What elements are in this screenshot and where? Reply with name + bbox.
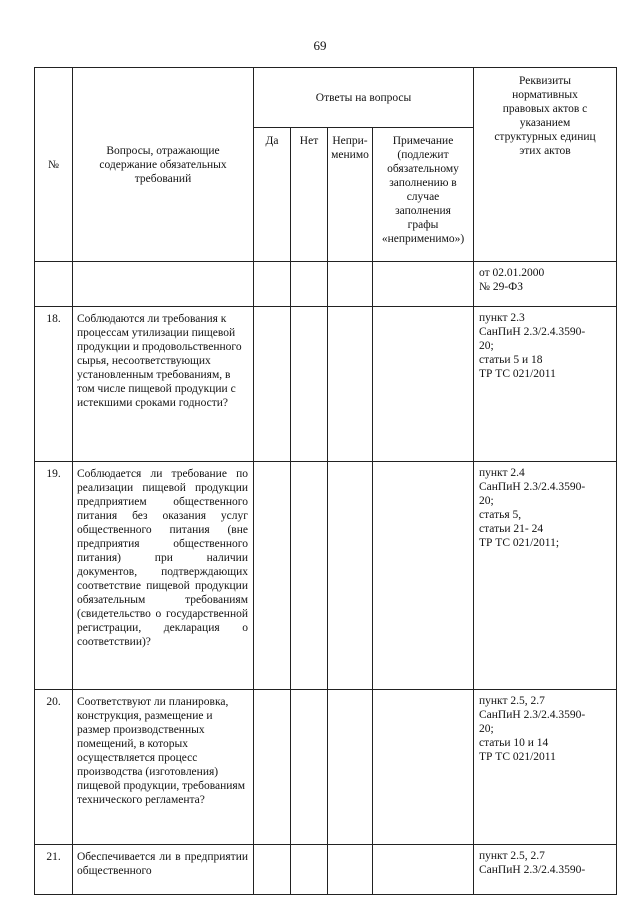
header-row xyxy=(35,68,617,128)
cell-empty xyxy=(73,262,254,307)
row-number: 18. xyxy=(35,307,73,462)
answer-no-cell[interactable] xyxy=(291,845,328,895)
header-requisites-label: Реквизиты нормативных правовых актов с указанием структурных единиц этих актов xyxy=(494,75,596,157)
requisites-text: пункт 2.5, 2.7 СанПиН 2.3/2.4.3590- xyxy=(479,850,586,876)
header-requisites xyxy=(474,68,617,262)
requisites-cell xyxy=(474,845,617,895)
header-yes-label: Да xyxy=(265,135,279,147)
note-cell[interactable] xyxy=(373,690,474,845)
requisites-cell xyxy=(474,262,617,307)
header-no xyxy=(291,128,328,262)
answer-yes-cell[interactable] xyxy=(254,690,291,845)
table-row xyxy=(35,307,617,462)
cell-empty xyxy=(35,262,73,307)
note-cell[interactable] xyxy=(373,307,474,462)
answer-yes-cell[interactable] xyxy=(254,845,291,895)
table-row xyxy=(35,845,617,895)
header-questions-label: Вопросы, отражающие содержание обязательных требований xyxy=(99,144,227,185)
header-note xyxy=(373,128,474,262)
row-number: 20. xyxy=(35,690,73,845)
requisites-cell xyxy=(474,462,617,690)
header-no-label: Нет xyxy=(299,135,319,147)
question-text: Обеспечивается ли в предприятии общественного xyxy=(73,845,254,895)
requisites-text: пункт 2.4 СанПиН 2.3/2.4.3590- 20; статья 5, статьи 21- 24 ТР ТС 021/2011; xyxy=(479,467,586,549)
requisites-cell xyxy=(474,690,617,845)
question-text: Соблюдаются ли требования к процессам утилизации пищевой продукции и продовольственного сырья, несоответствующих установленным требованиям, в том числе пищевой продукции с истекшими сроками годности? xyxy=(73,307,254,462)
requisites-text: пункт 2.3 СанПиН 2.3/2.4.3590- 20; статьи 5 и 18 ТР ТС 021/2011 xyxy=(479,312,586,380)
requisites-text: от 02.01.2000 № 29-ФЗ xyxy=(479,267,545,293)
answer-no-cell[interactable] xyxy=(291,690,328,845)
note-cell[interactable] xyxy=(373,462,474,690)
header-answers xyxy=(254,68,474,128)
answer-na-cell[interactable] xyxy=(328,690,373,845)
answer-na-cell[interactable] xyxy=(328,307,373,462)
header-yes xyxy=(254,128,291,262)
row-number: 19. xyxy=(35,462,73,690)
table-row xyxy=(35,462,617,690)
answer-yes-cell[interactable] xyxy=(254,262,291,307)
row-number: 21. xyxy=(35,845,73,895)
answer-na-cell[interactable] xyxy=(328,462,373,690)
continuation-row xyxy=(35,262,617,307)
answer-no-cell[interactable] xyxy=(291,307,328,462)
answer-yes-cell[interactable] xyxy=(254,462,291,690)
header-num xyxy=(35,68,73,262)
answer-no-cell[interactable] xyxy=(291,462,328,690)
requirements-checklist-table xyxy=(34,67,617,895)
note-cell[interactable] xyxy=(373,262,474,307)
requisites-cell xyxy=(474,307,617,462)
header-not-applicable-label: Непри- менимо xyxy=(331,135,369,161)
requisites-text: пункт 2.5, 2.7 СанПиН 2.3/2.4.3590- 20; статьи 10 и 14 ТР ТС 021/2011 xyxy=(479,695,586,763)
page-number: 69 xyxy=(313,38,327,53)
question-text: Соответствуют ли планировка, конструкция, размещение и размер производственных помещений, в которых осуществляется процесс производства (изготовления) пищевой продукции, требованиям технического регламента? xyxy=(73,690,254,845)
answer-no-cell[interactable] xyxy=(291,262,328,307)
header-questions xyxy=(73,68,254,262)
answer-yes-cell[interactable] xyxy=(254,307,291,462)
header-not-applicable xyxy=(328,128,373,262)
answer-na-cell[interactable] xyxy=(328,845,373,895)
answer-na-cell[interactable] xyxy=(328,262,373,307)
header-num-label: № xyxy=(48,158,59,171)
note-cell[interactable] xyxy=(373,845,474,895)
header-note-label: Примечание (подлежит обязательному заполнению в случае заполнения графы «неприменимо») xyxy=(381,135,465,245)
table-row xyxy=(35,690,617,845)
question-text: Соблюдается ли требование по реализации пищевой продукции предприятием общественного питания без оказания услуг общественного питания (вне предприятия общественного питания) при наличии документов, подтверждающих соответствие пищевой продукции обязательным требованиям (свидетельство о государственной регистрации, декларация о соответствии)? xyxy=(73,462,254,690)
header-answers-label: Ответы на вопросы xyxy=(315,91,412,104)
